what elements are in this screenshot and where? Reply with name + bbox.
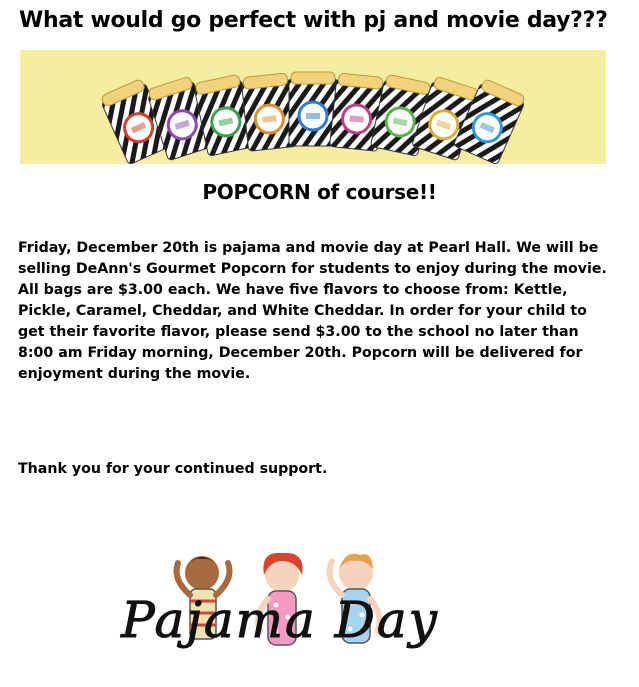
popcorn-bags-illustration: [20, 50, 606, 164]
thank-you-note: Thank you for your continued support.: [18, 461, 328, 477]
popcorn-bag-icon: [289, 72, 337, 146]
headline: What would go perfect with pj and movie day???: [19, 8, 608, 33]
popcorn-bags-banner: [20, 50, 606, 164]
pajama-day-clipart: [40, 545, 520, 680]
announcement-paragraph: Friday, December 20th is pajama and movie day at Pearl Hall. We will be selling DeAnn's Gourmet Popcorn for students to enjoy during the movie. All bags are $3.00 each. We have five flavors to choose from: Kettle, Pickle, Caramel, Cheddar, and White Cheddar. In order for your child to get their favorite flavor, please send $3.00 to the school no later than 8:00 am Friday morning, December 20th. Popcorn will be delivered for enjoyment during the movie.: [18, 240, 607, 382]
pajama-day-logo: [40, 545, 520, 680]
popcorn-bag-icon: [241, 73, 296, 152]
pajama-day-logo-text: Pajama Day: [121, 591, 439, 649]
subheadline: POPCORN of course!!: [202, 180, 437, 204]
